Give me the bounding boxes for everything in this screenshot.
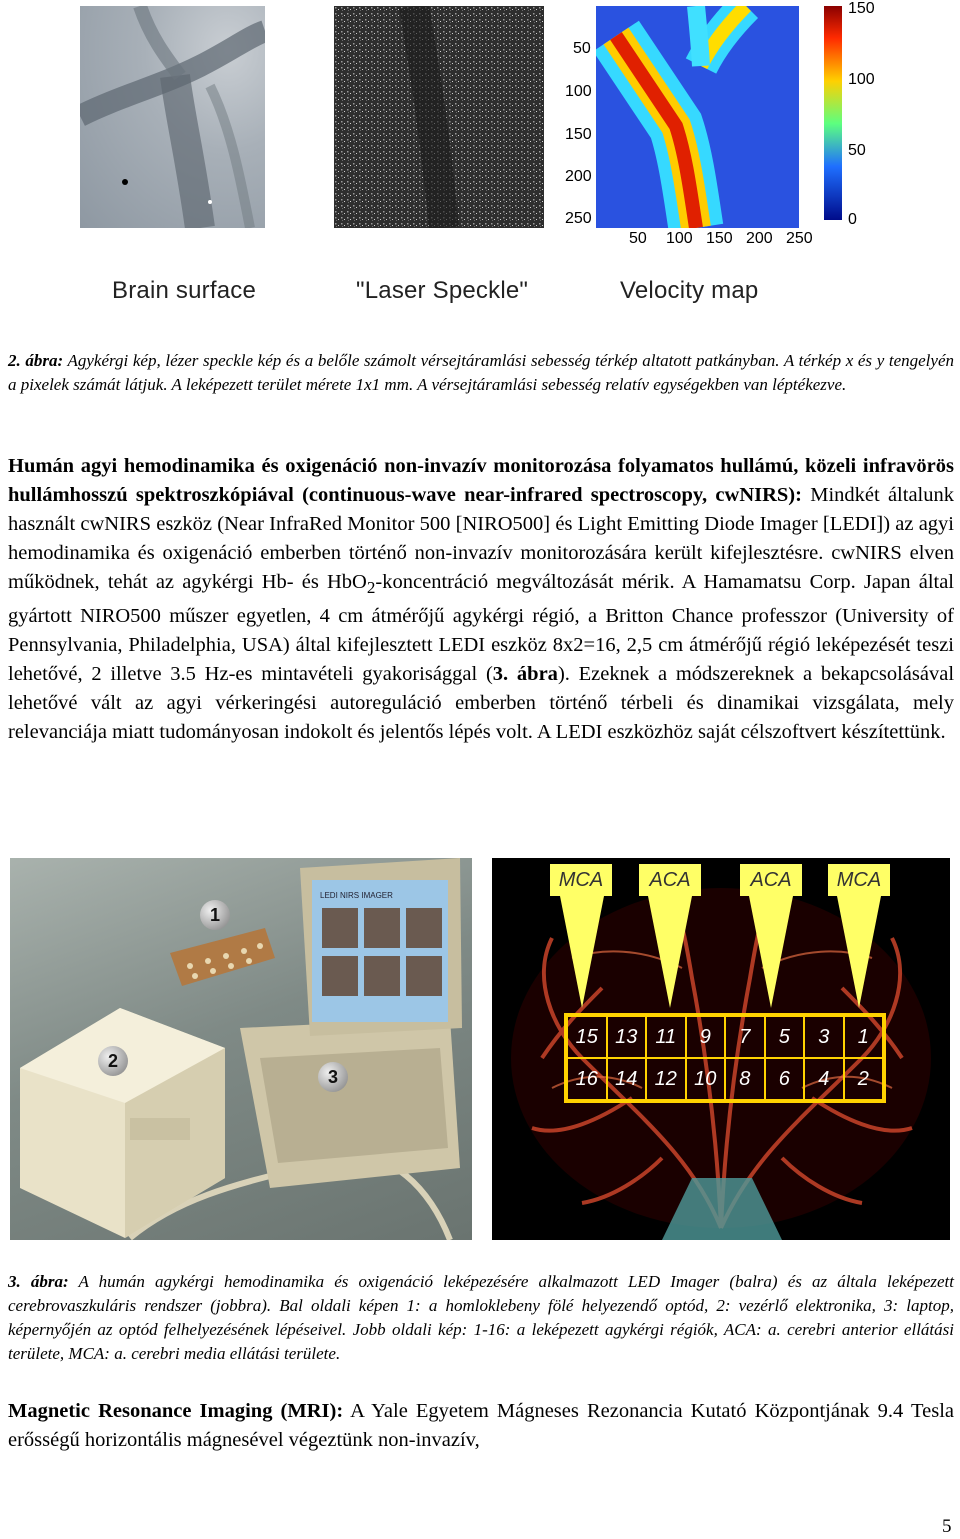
velocity-y-tick: 200 (565, 168, 592, 185)
region-cell: 1 (844, 1016, 884, 1058)
figure2-caption-label: 2. ábra: (8, 351, 64, 370)
figure3-caption-label: 3. ábra: (8, 1272, 69, 1291)
region-cell: 6 (765, 1058, 805, 1100)
paragraph-mri-lead: Magnetic Resonance Imaging (MRI): (8, 1400, 344, 1422)
paragraph-cwnirs-text-c: ). Ezeknek a módszereknek a bekapcsolásával lehetővé vált az agyi vérkeringési autoreguláció emberben történő térbeli és dinamikai vizsgálata, mely relevanciája miatt tudományosan indokolt és jelentős lépés volt. A LEDI eszközhöz saját célszoftvert készítettünk. (8, 663, 955, 744)
velocity-x-tick: 200 (746, 230, 773, 247)
velocity-y-tick: 100 (565, 83, 592, 100)
laptop-screen-title: LEDI NIRS IMAGER (320, 891, 393, 900)
region-tag-mca-left: MCA (550, 864, 612, 896)
region-cell: 9 (686, 1016, 726, 1058)
brain-surface-image (80, 6, 265, 228)
region-cell: 5 (765, 1016, 805, 1058)
paragraph-cwnirs-lead: Humán agyi hemodinamika és oxigenáció non-invazív monitorozása folyamatos hullámú, közeli infravörös hullámhosszú spektroszkópiával (continuous-wave near-infrared spectroscopy, cwNIRS): (8, 455, 954, 506)
velocity-map-image (596, 6, 799, 228)
colorbar-tick: 100 (848, 71, 875, 88)
figure3-caption (8, 1270, 954, 1366)
figure2-caption-text: Agykérgi kép, lézer speckle kép és a belőle számolt vérsejtáramlási sebesség térkép altatott patkányban. A térkép x és y tengelyén a pixelek számát látjuk. A leképezett terület mérete 1x1 mm. A vérsejtáramlási sebesség relatív egységekben van léptékezve. (8, 351, 954, 394)
region-cell: 13 (607, 1016, 647, 1058)
region-cell: 4 (804, 1058, 844, 1100)
region-cell: 16 (567, 1058, 607, 1100)
laser-speckle-image (334, 6, 544, 228)
region-cell: 3 (804, 1016, 844, 1058)
region-tag-aca-right: ACA (740, 864, 802, 896)
ledi-device-photo (10, 858, 472, 1240)
paragraph-cwnirs-text-b: -koncentráció megváltozását mérik. A Hamamatsu Corp. Japan által gyártott NIRO500 műszer egyetlen, 4 cm átmérőjű agykérgi régió, a Britton Chance professzor (University of Pennsylvania, Philadelphia, USA) által kifejlesztett LEDI eszköz 8x2=16, 2,5 cm átmérőjű régió leképezését teszi lehetővé, 2 illetve 3.5 Hz-es mintavételi gyakorisággal ( (8, 571, 955, 686)
velocity-x-tick: 100 (666, 230, 693, 247)
paragraph-cwnirs-subscript: 2 (366, 578, 376, 598)
velocity-x-tick: 150 (706, 230, 733, 247)
velocity-colorbar (824, 6, 842, 220)
figure3-caption-text: A humán agykérgi hemodinamika és oxigenáció leképezésére alkalmazott LED Imager (balra) és az általa leképezett cerebrovaszkuláris rendszer (jobbra). Bal oldali képen 1: a homloklebeny fölé helyezendő optód, 2: vezérlő elektronika, 3: laptop, képernyőjén az optód felhelyezésének lépéseivel. Jobb oldali kép: 1-16: a leképezett agykérgi régiók, ACA: a. cerebri anterior ellátási területe, MCA: a. cerebri media ellátási területe. (8, 1272, 954, 1363)
paragraph-mri-text: A Yale Egyetem Mágneses Rezonancia Kutató Központjának 9.4 Tesla erősségű horizontális mágnesével végeztünk non-invazív, (8, 1400, 954, 1451)
region-tag-mca-right: MCA (828, 864, 890, 896)
region-cell: 15 (567, 1016, 607, 1058)
photo-label-optode: 1 (200, 900, 230, 930)
region-cell: 10 (686, 1058, 726, 1100)
region-cell: 8 (725, 1058, 765, 1100)
photo-label-electronics: 2 (98, 1046, 128, 1076)
colorbar-tick: 50 (848, 142, 866, 159)
region-cell: 12 (646, 1058, 686, 1100)
velocity-x-tick: 50 (629, 230, 647, 247)
region-cell: 2 (844, 1058, 884, 1100)
panel-label-laser-speckle: "Laser Speckle" (356, 277, 529, 304)
velocity-y-tick: 250 (565, 210, 592, 227)
paragraph-cwnirs-figure-ref: 3. ábra (492, 663, 558, 686)
region-grid (564, 1013, 886, 1103)
cerebrovascular-image (492, 858, 950, 1240)
velocity-y-tick: 150 (565, 126, 592, 143)
paragraph-mri (8, 1397, 954, 1455)
figure2-caption (8, 349, 954, 397)
colorbar-tick: 0 (848, 211, 857, 228)
page-number: 5 (942, 1516, 952, 1537)
paragraph-cwnirs-text-a: Mindkét általunk használt cwNIRS eszköz (Near InfraRed Monitor 500 [NIRO500] és Light Emitting Diode Imager [LEDI]) az agyi hemodinamika és oxigenáció emberben történő non-invazív monitorozására került kifejlesztésre. cwNIRS elven működnek, tehát az agykérgi Hb- és HbO (8, 484, 954, 593)
photo-label-laptop: 3 (318, 1062, 348, 1092)
colorbar-tick: 150 (848, 0, 875, 17)
region-tag-aca-left: ACA (639, 864, 701, 896)
velocity-y-tick: 50 (573, 40, 591, 57)
region-cell: 14 (607, 1058, 647, 1100)
panel-label-brain-surface: Brain surface (112, 277, 256, 304)
paragraph-cwnirs (8, 452, 954, 747)
velocity-x-tick: 250 (786, 230, 813, 247)
region-cell: 11 (646, 1016, 686, 1058)
region-cell: 7 (725, 1016, 765, 1058)
panel-label-velocity-map: Velocity map (620, 277, 759, 304)
